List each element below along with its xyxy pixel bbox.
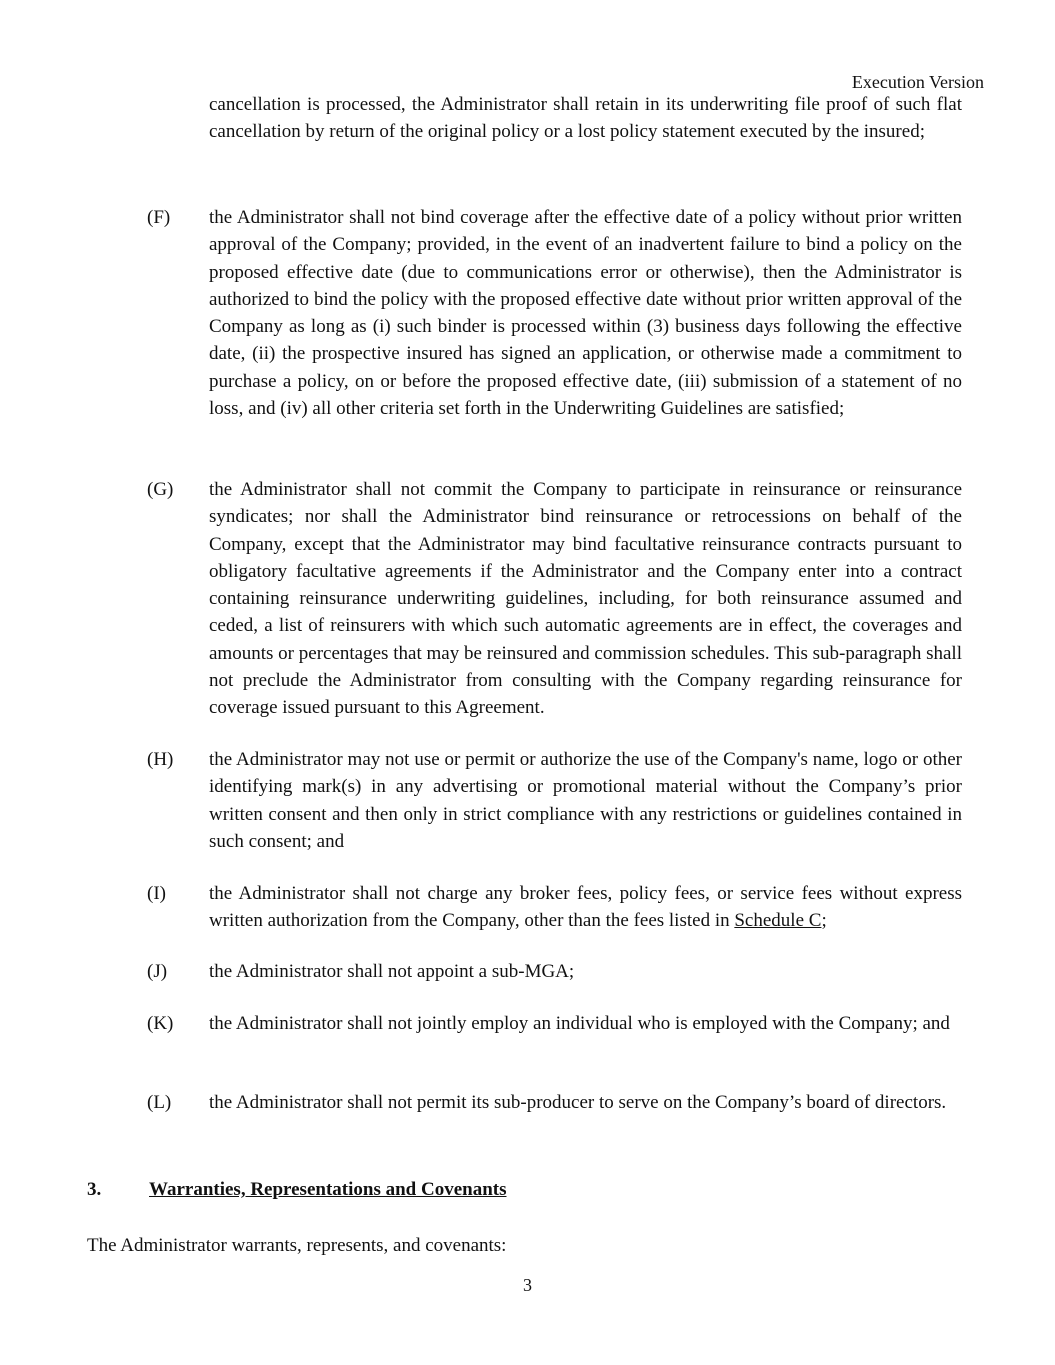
- list-item-label: (G): [147, 479, 174, 500]
- list-item-g: [147, 476, 962, 722]
- list-item-text: [209, 880, 962, 935]
- section-heading: [87, 1176, 507, 1203]
- list-item-label: (K): [147, 1013, 174, 1034]
- section-intro: The Administrator warrants, represents, and covenants:: [87, 1235, 507, 1256]
- execution-version-label: Execution Version: [851, 72, 984, 92]
- list-item-text: the Administrator may not use or permit or authorize the use of the Company's name, logo or other identifying mark(s) in any advertising or promotional material without the Company’s prior written consent and then only in strict compliance with any restrictions or guidelines contained in such consent; and: [209, 749, 962, 852]
- list-item-text-after: ;: [821, 910, 827, 932]
- list-item-text: the Administrator shall not commit the Company to participate in reinsurance or reinsurance syndicates; nor shall the Administrator bind reinsurance or retrocessions on behalf of the Company, except that the Administrator may bind facultative reinsurance contracts pursuant to obligatory facultative agreements if the Administrator and the Company enter into a contract containing reinsurance underwriting guidelines, including, for both reinsurance assumed and ceded, a list of reinsurers with which such automatic agreements are in effect, the coverages and amounts or percentages that may be reinsured and commission schedules. This sub-paragraph shall not preclude the Administrator from consulting with the Company regarding reinsurance for coverage issued pursuant to this Agreement.: [209, 479, 962, 719]
- list-item-text: the Administrator shall not jointly employ an individual who is employed with the Company; and: [209, 1013, 950, 1034]
- section-title: Warranties, Representations and Covenants: [149, 1179, 507, 1200]
- list-item-label: (J): [147, 961, 168, 982]
- list-item-label: (L): [147, 1092, 172, 1113]
- continuation-paragraph: cancellation is processed, the Administrator shall retain in its underwriting file proof of such flat cancellation by return of the original policy or a lost policy statement executed by the insured;: [209, 94, 962, 143]
- list-item-label: (I): [147, 883, 166, 904]
- list-item-text: the Administrator shall not bind coverage after the effective date of a policy without prior written approval of the Company; provided, in the event of an inadvertent failure to bind a policy on the proposed effective date (due to communications error or otherwise), then the Administrator is authorized to bind the policy with the proposed effective date without prior written approval of the Company as long as (i) such binder is processed within (3) business days following the effective date, (ii) the prospective insured has signed an application, or otherwise made a commitment to purchase a policy, on or before the proposed effective date, (iii) submission of a statement of no loss, and (iv) all other criteria set forth in the Underwriting Guidelines are satisfied;: [209, 207, 962, 420]
- list-item-l: [147, 1089, 962, 1116]
- list-item-text-before: the Administrator shall not charge any broker fees, policy fees, or service fees without express written authorization from the Company, other than the fees listed in: [209, 883, 962, 932]
- list-item-i: [147, 880, 962, 935]
- schedule-c-reference: Schedule C: [734, 910, 822, 932]
- list-item-f: [147, 204, 962, 422]
- list-item-h: [147, 746, 962, 855]
- list-item-k: [147, 1010, 962, 1037]
- list-item-j: [147, 958, 962, 985]
- page-number: 3: [523, 1275, 532, 1295]
- list-item-label: (F): [147, 207, 171, 228]
- list-item-text: the Administrator shall not appoint a sub-MGA;: [209, 961, 575, 982]
- list-item-label: (H): [147, 749, 174, 770]
- list-item-text: the Administrator shall not permit its sub-producer to serve on the Company’s board of directors.: [209, 1092, 947, 1113]
- section-number: 3.: [87, 1179, 102, 1200]
